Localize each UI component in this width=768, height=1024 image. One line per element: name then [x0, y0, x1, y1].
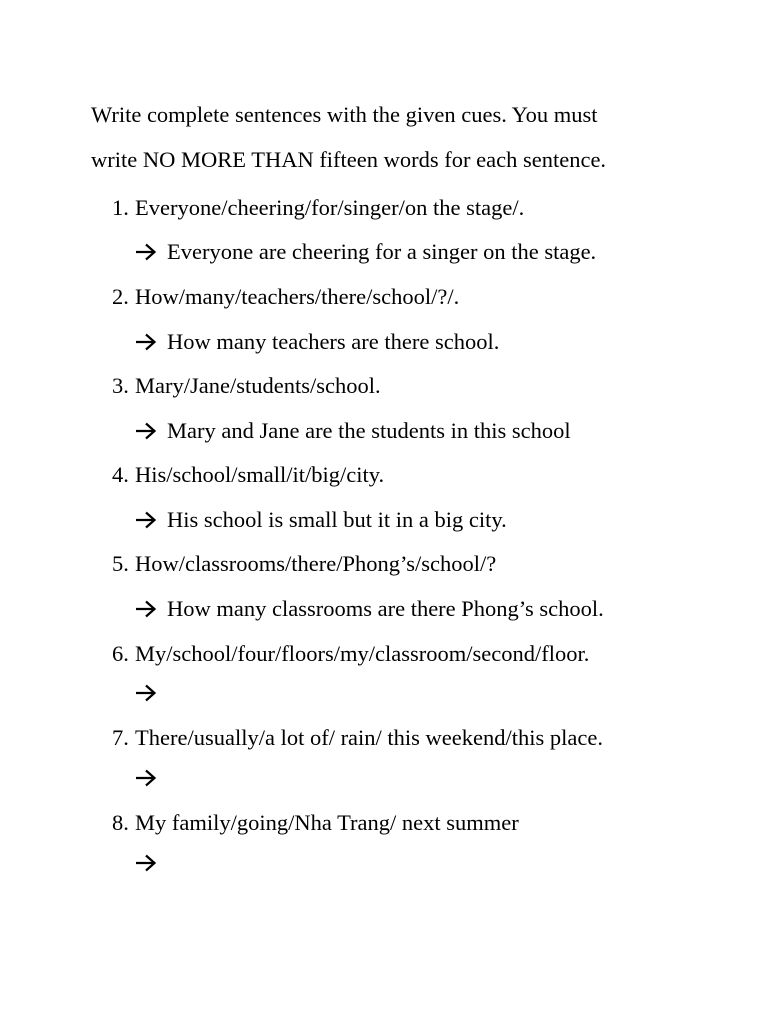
- item-number: 2.: [112, 284, 129, 309]
- answer-line-8: [0, 847, 768, 879]
- item-cue: My/school/four/floors/my/classroom/second/floor.: [135, 641, 590, 666]
- exercise-item-3: [0, 370, 768, 402]
- item-cue: There/usually/a lot of/ rain/ this weekend/this place.: [135, 725, 603, 750]
- item-number: 1.: [112, 195, 129, 220]
- exercise-item-8: [0, 807, 768, 839]
- item-number: 4.: [112, 462, 129, 487]
- arrow-right-icon: [135, 677, 157, 709]
- item-cue: His/school/small/it/big/city.: [135, 462, 385, 487]
- instructions: [91, 93, 691, 182]
- exercise-item-7: [0, 722, 768, 754]
- item-number: 8.: [112, 810, 129, 835]
- arrow-right-icon: [135, 326, 157, 358]
- exercise-item-2: [0, 281, 768, 313]
- exercise-item-5: [0, 548, 768, 580]
- item-cue: How/many/teachers/there/school/?/.: [135, 284, 460, 309]
- answer-line-7: [0, 762, 768, 794]
- item-cue: Mary/Jane/students/school.: [135, 373, 381, 398]
- arrow-right-icon: [135, 762, 157, 794]
- item-cue: How/classrooms/there/Phong’s/school/?: [135, 551, 497, 576]
- answer-line-5: [0, 593, 768, 625]
- item-cue: Everyone/cheering/for/singer/on the stage/.: [135, 195, 525, 220]
- answer-line-6: [0, 677, 768, 709]
- item-number: 7.: [112, 725, 129, 750]
- arrow-right-icon: [135, 847, 157, 879]
- item-number: 5.: [112, 551, 129, 576]
- item-number: 6.: [112, 641, 129, 666]
- arrow-right-icon: [135, 415, 157, 447]
- answer-line-4: [0, 504, 768, 536]
- answer-text: How many classrooms are there Phong’s school.: [167, 596, 604, 621]
- answer-line-1: [0, 236, 768, 268]
- item-number: 3.: [112, 373, 129, 398]
- instructions-line-2: write NO MORE THAN fifteen words for each sentence.: [91, 146, 607, 172]
- answer-text: Mary and Jane are the students in this school: [167, 418, 571, 443]
- exercise-item-4: [0, 459, 768, 491]
- answer-line-2: [0, 326, 768, 358]
- answer-text: How many teachers are there school.: [167, 329, 500, 354]
- arrow-right-icon: [135, 593, 157, 625]
- answer-text: His school is small but it in a big city.: [167, 507, 507, 532]
- exercise-item-1: [0, 192, 768, 224]
- arrow-right-icon: [135, 504, 157, 536]
- answer-text: Everyone are cheering for a singer on the stage.: [167, 239, 597, 264]
- item-cue: My family/going/Nha Trang/ next summer: [135, 810, 519, 835]
- arrow-right-icon: [135, 236, 157, 268]
- answer-line-3: [0, 415, 768, 447]
- instructions-line-1: Write complete sentences with the given cues. You must: [91, 102, 598, 127]
- exercise-item-6: [0, 638, 768, 670]
